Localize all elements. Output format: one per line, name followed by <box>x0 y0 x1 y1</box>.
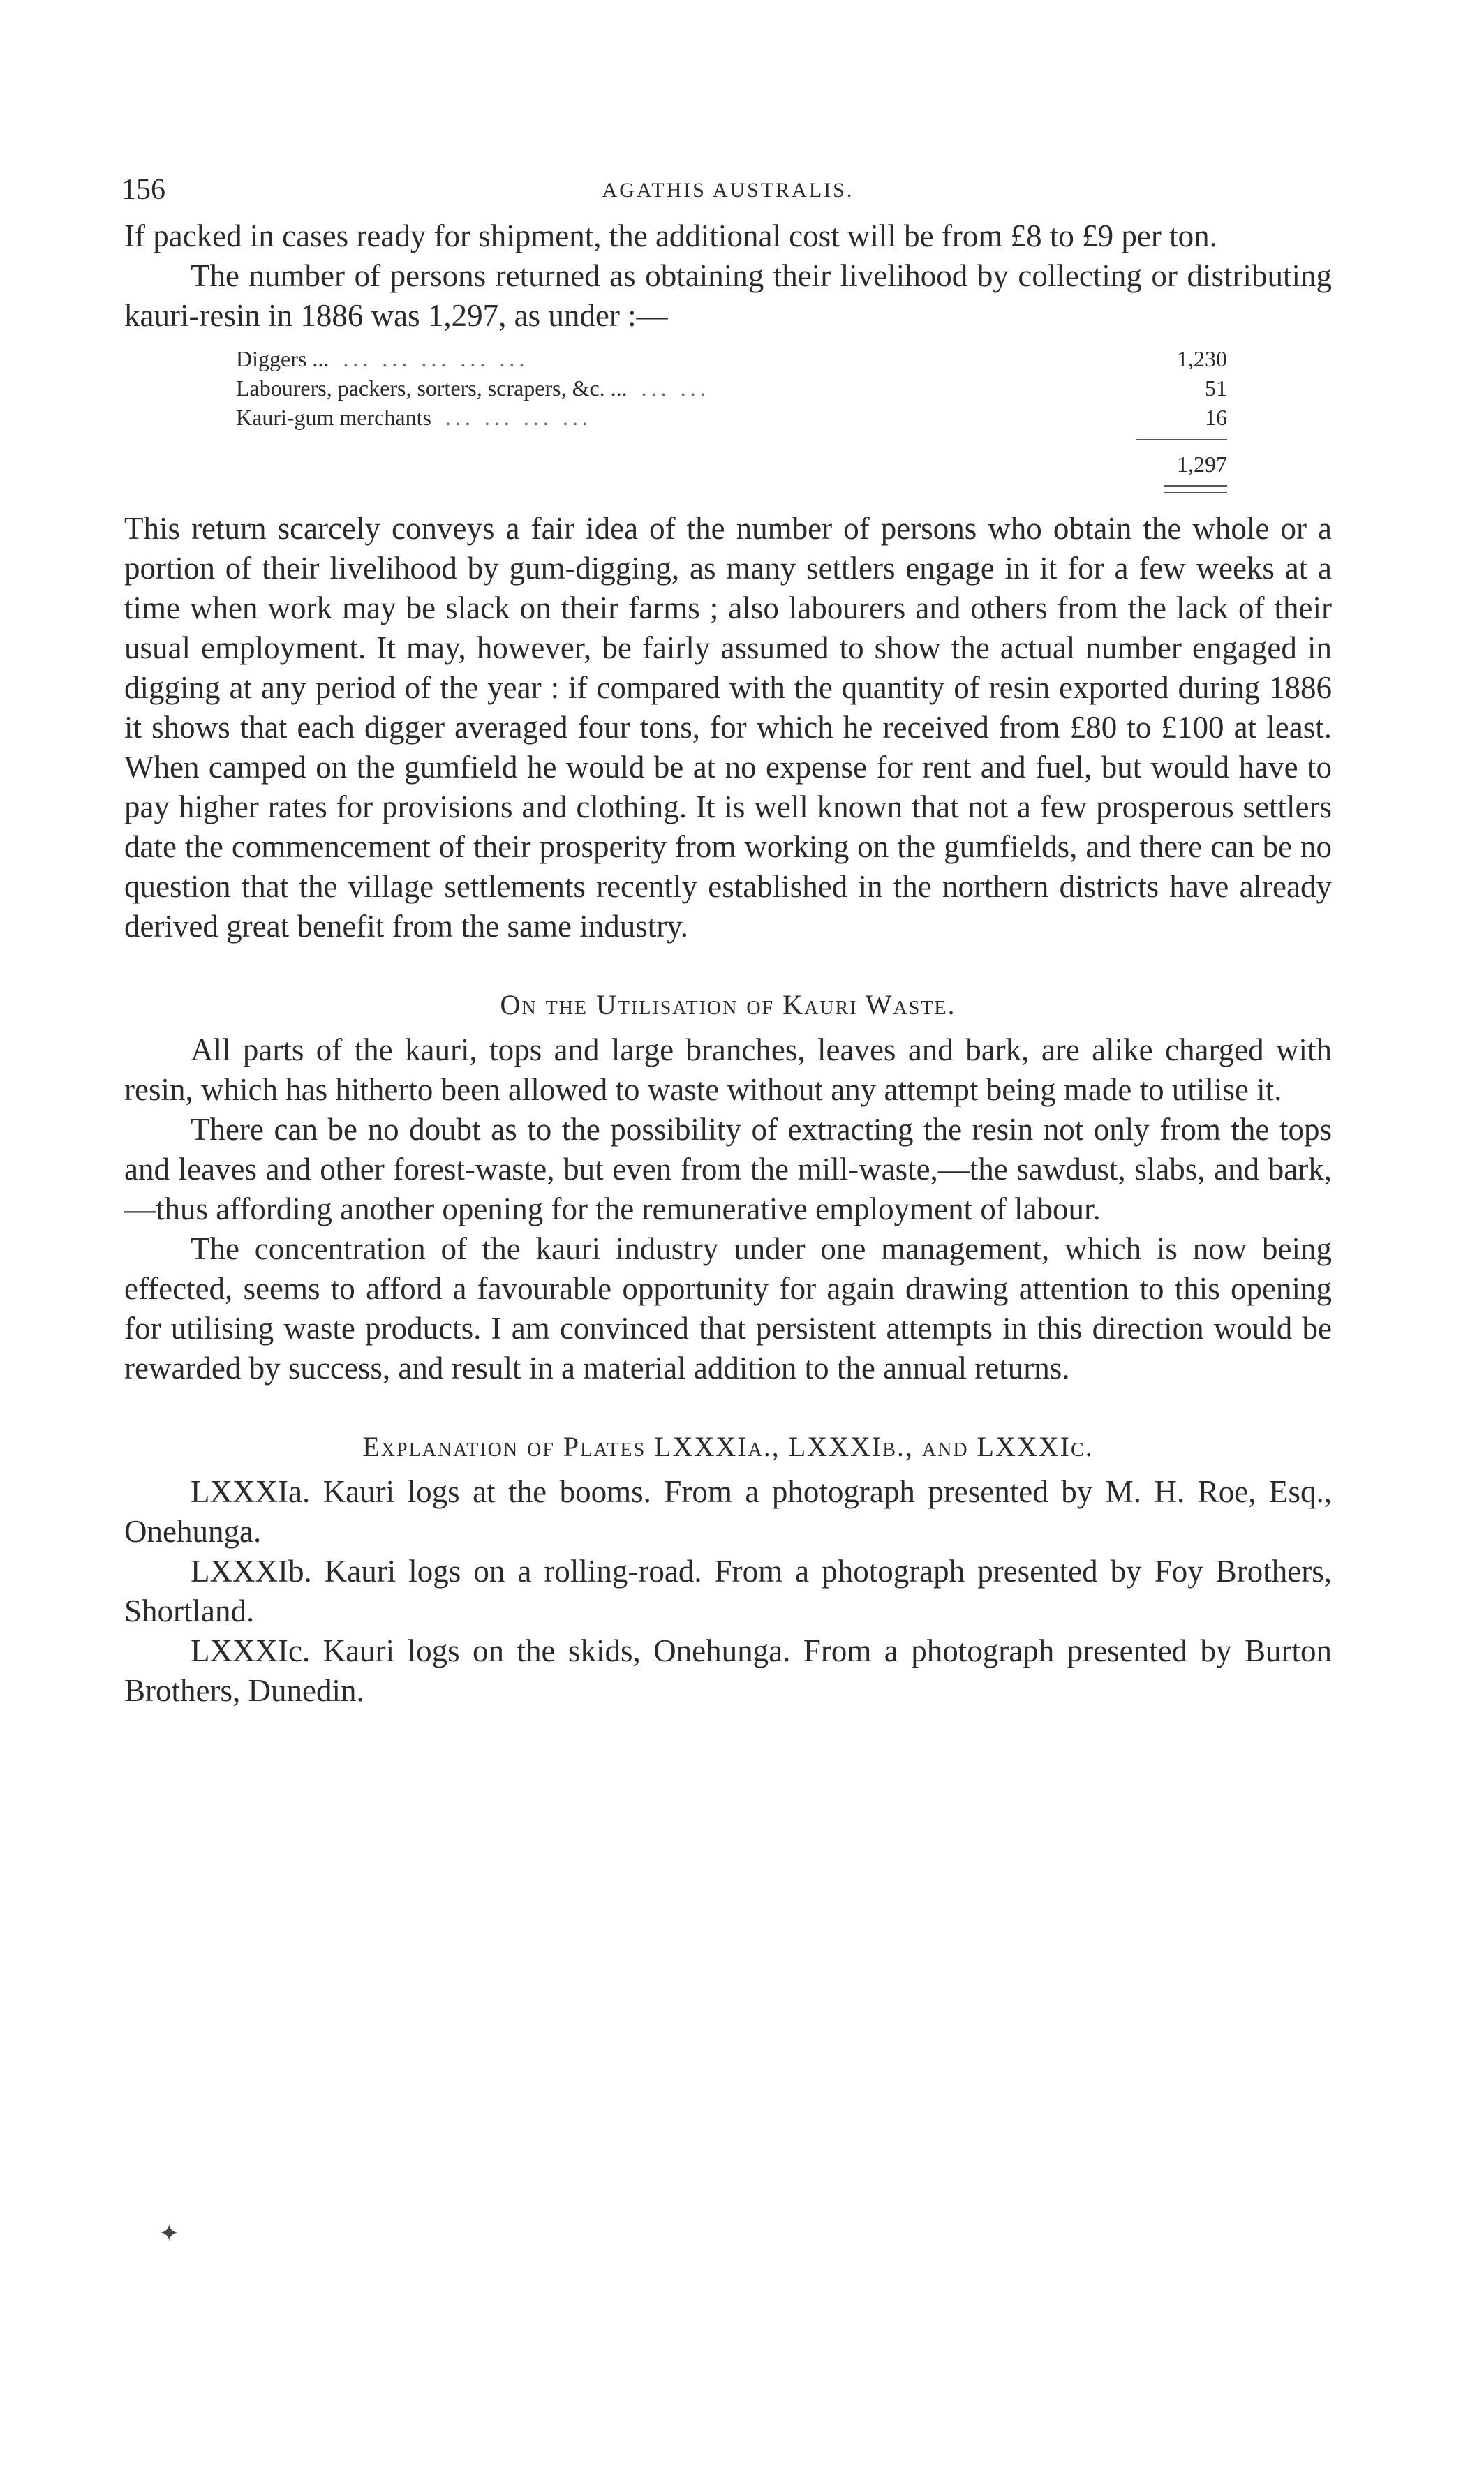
table-row <box>236 344 1227 373</box>
paragraph-concentration: The concentration of the kauri industry under one management, which is now being effected, seems to afford a favourable opportunity for again drawing attention to this opening for utilising waste products. I am convinced that persistent attempts in this direction would be rewarded by success, and result in a material addition to the annual returns. <box>124 1231 1332 1386</box>
paragraph-return-discussion: This return scarcely conveys a fair idea of the number of persons who obtain the whole or a portion of their livelihood by gum-digging, as many settlers engage in it for a few weeks at a time when work may be slack on their farms ; also labourers and others from the lack of their usual employment. It may, however, be fairly assumed to show the actual number engaged in digging at any period of the year : if compared with the quantity of resin exported during 1886 it shows that each digger averaged four tons, for which he received from £80 to £100 at least. When camped on the gumfield he would be at no expense for rent and fuel, but would have to pay higher rates for provisions and clothing. It is well known that not a few prosperous settlers date the commencement of their prosperity from working on the gumfields, and there can be no question that the village settlements recently established in the northern districts have already derived great benefit from the same industry. <box>124 511 1332 944</box>
table-total: 1,297 <box>1136 439 1227 493</box>
row-value: 51 <box>1205 376 1227 401</box>
plate-caption-c: LXXXIc. Kauri logs on the skids, Onehunga. From a photograph presented by Burton Brothers, Dunedin. <box>124 1633 1332 1708</box>
plate-caption-a: LXXXIa. Kauri logs at the booms. From a photograph presented by M. H. Roe, Esq., Onehunga. <box>124 1474 1332 1549</box>
leader-dots: ... ... <box>641 376 710 401</box>
running-title: AGATHIS AUSTRALIS. <box>602 179 854 202</box>
table-row <box>236 403 1227 432</box>
book-page <box>121 168 1332 1711</box>
paragraph-extraction: There can be no doubt as to the possibility of extracting the resin not only from the tops and leaves and other forest-waste, but even from the mill-waste,—the sawdust, slabs, and bark,—thus affording another opening for the remunerative employment of labour. <box>124 1112 1332 1226</box>
plate-caption-b: LXXXIb. Kauri logs on a rolling-road. From a photograph presented by Foy Brothers, Shortland. <box>124 1554 1332 1628</box>
paragraph-kauri-resin: All parts of the kauri, tops and large branches, leaves and bark, are alike charged with resin, which has hitherto been allowed to waste without any attempt being made to utilise it. <box>124 1032 1332 1107</box>
ink-mark: ✦ <box>159 2221 179 2247</box>
row-label: Labourers, packers, sorters, scrapers, &c. ... <box>236 376 628 401</box>
leader-dots: ... ... ... ... ... <box>343 346 529 371</box>
row-label: Kauri-gum merchants <box>236 405 431 430</box>
table-total-row <box>236 439 1227 493</box>
row-label: Diggers ... <box>236 346 329 371</box>
leader-dots: ... ... ... ... <box>445 405 592 430</box>
row-value: 1,230 <box>1177 346 1227 371</box>
paragraph-shipment-cost: If packed in cases ready for shipment, the additional cost will be from £8 to £9 per ton. <box>124 218 1217 253</box>
livelihood-table <box>236 344 1227 493</box>
running-head <box>121 168 1332 216</box>
table-row <box>236 373 1227 403</box>
row-value: 16 <box>1205 405 1227 430</box>
paragraph-persons-returned: The number of persons returned as obtaining their livelihood by collecting or distributing kauri-resin in 1886 was 1,297, as under :— <box>124 258 1332 333</box>
section-heading-utilisation: On the Utilisation of Kauri Waste. <box>500 989 956 1020</box>
section-heading-plates: Explanation of Plates LXXXIa., LXXXIb., and LXXXIc. <box>362 1431 1094 1462</box>
page-number: 156 <box>121 174 165 206</box>
